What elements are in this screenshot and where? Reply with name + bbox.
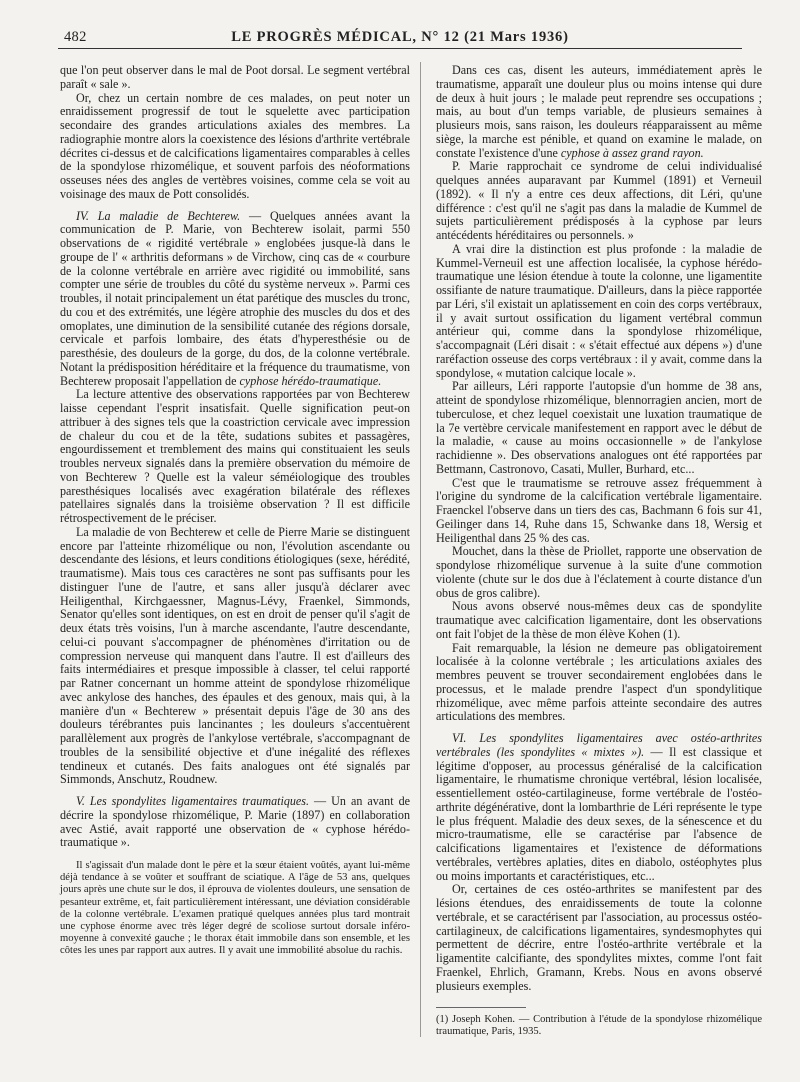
footnote-divider [436, 1007, 526, 1008]
paragraph: La maladie de von Bechterew et celle de Pierre Marie se distinguent encore par l'atteinte rhizomélique ou non, l'évolution ascendante ou descendante des lésions, et leurs conditions étiologiques (sexe, hérédité, traumatisme). Mais tous ces caractères ne sont pas suffisants pour les distinguer l'une de l'autre, et sans aller jusqu'à déclarer avec Heiligenthal, Kirchgaessner, Magnus-Lévy, Fraenkel, Simmonds, Senator qu'elles sont identiques, on est en droit de penser qu'il s'agit de deux états très voisins, l'un à marche ascendante, l'autre descendante, celui-ci pouvant s'accompagner de phénomènes d'irritation ou de compression nerveuse qui manquent dans l'autre. Il est d'ailleurs des faits intermédiaires et presque impossible à classer, tel celui rapporté par Ratner concernant un homme atteint de spondylose rhizomélique avec ankylose des hanches, des épaules et des genoux, mais qui, à la manière d'un « Bechterew » présentait depuis l'âge de 30 ans des douleurs térébrantes puis lancinantes ; les douleurs s'accentuèrent parallèlement aux progrès de l'ankylose vertébrale, s'accompagnant de troubles de la sensibilité objective et d'une inégalité des réflexes tendineux et cutanés. Des faits analogues ont été signalés par Simmonds, Anschutz, Roudnew. [60, 524, 410, 787]
section-heading: VI. Les spondylites ligamentaires avec ostéo-arthrites vertébrales (les spondylites « mixtes »). [436, 731, 762, 759]
paragraph: A vrai dire la distinction est plus profonde : la maladie de Kummel-Verneuil est une affection localisée, la cyphose hérédo-traumatique une lésion étendue à toute la colonne, une ligamentite ossifiante de nature traumatique. D'ailleurs, dans la pièce rapportée par Léri, s'il existait un aplatissement en coin des corps vertébraux, il y avait surtout ossification du ligament vertébral commun antérieur qui, comme dans la spondylose rhizomélique, s'accompagnait (Léri disait : « s'était effectué aux dépens ») d'une raréfaction osseuse des corps vertébraux : il y avait, comme dans la spondylose, « mutation calcique locale ». [436, 241, 762, 380]
right-column [436, 64, 762, 1038]
paragraph: Mouchet, dans la thèse de Priollet, rapporte une observation de spondylose rhizomélique survenue à la suite d'une commotion violente (chute sur le dos due à l'éclatement à courte distance d'un obus de gros calibre). [436, 544, 762, 600]
paragraph: C'est que le traumatisme se retrouve assez fréquemment à l'origine du syndrome de la calcification vertébrale ligamentaire. Fraenckel l'observe dans un tiers des cas, Bachmann 6 fois sur 41, Geilinger dans 14, Ruhe dans 15, Schwanke dans 18, Wersig et Heiligenthal dans 25 % des cas. [436, 475, 762, 545]
section-v: V. Les spondylites ligamentaires traumatiques. — Un an avant de décrire la spondylose rhizomélique, P. Marie (1897) en collaboration avec Astié, avait rapporté une observation de « cyphose hérédo-traumatique ». [60, 794, 411, 850]
left-column [60, 64, 410, 958]
section-heading: V. Les spondylites ligamentaires traumatiques. [76, 794, 310, 808]
section-heading: IV. La maladie de Bechterew. [76, 208, 241, 223]
column-divider [420, 62, 421, 1037]
paragraph: que l'on peut observer dans le mal de Poot dorsal. Le segment vertébral paraît « sale ». [60, 63, 410, 91]
paragraph: Dans ces cas, disent les auteurs, immédiatement après le traumatisme, apparaît une douleur plus ou moins intense qui dure de deux à huit jours ; le malade peut reprendre ses occupations ; mais, au bout d'un temps variable, de plusieurs semaines à plusieurs mois, sans raison, les douleurs réapparaissent au même siège, la marche est pénible, et quand on examine le malade, on constate l'existence d'une cyphose à assez grand rayon. [436, 63, 762, 160]
paragraph: Or, chez un certain nombre de ces malades, on peut noter un enraidissement progressif de tout le squelette avec participation secondaire des grandes articulations axiales des membres. La radiographie montre alors la coexistence des lésions d'arthrite vertébrale décrites ci-dessus et de calcifications ligamentaires comparables à celles de la spondylose rhizomélique, et souvent parfois des néoformations osseuses nées des angles de vertèbres voisines, comme cela se voit au voisinage des maux de Pott consolidés. [60, 90, 410, 201]
paragraph: Par ailleurs, Léri rapporte l'autopsie d'un homme de 38 ans, atteint de spondylose rhizomélique, blennorragien ancien, mort de tuberculose, et chez lequel coexistait une luxation traumatique de la 7e vertèbre cervicale manifestement en rapport avec le début de la maladie, « cause au moins occasionnelle » de l'ankylose rachidienne ». Des observations analogues ont été rapportées par Bettmann, Castronovo, Casati, Muller, Burhard, etc... [436, 379, 762, 476]
footnote: (1) Joseph Kohen. — Contribution à l'étude de la spondylose rhizomélique traumatique, Paris, 1935. [436, 1014, 762, 1038]
section-vi: VI. Les spondylites ligamentaires avec ostéo-arthrites vertébrales (les spondylites « mixtes »). — Il est classique et légitime d'opposer, au processus généralisé de la calcification ligamentaire, le rhumatisme chronique vertébral, lésion localisée, essentiellement ostéo-cartilagineuse, forme vertébrale de l'ostéo-arthrite dégénérative, dont la lombarthrie de Léri représente le type le plus fréquent. Maladie des deux sexes, de la sénescence et du micro-traumatisme, elle se caractérise par l'absence de calcifications ligamentaires et l'existence de déformations vertébrales, vertèbres aplaties, dites en diabolo, ostéophytes plus ou moins importants et caractéristiques, etc... [436, 731, 762, 883]
page-header [58, 26, 742, 49]
page-number: 482 [64, 29, 87, 45]
section-iv: IV. La maladie de Bechterew. — Quelques années avant la communication de P. Marie, von Bechterew isolait, parmi 550 observations de « rigidité vertébrale » englobées jusque-là dans le groupe de l' « arthritis deformans » de Virchow, cinq cas de « courbure de la colonne vertébrale en arrière avec rigidité ou immobilité, sans compter une série de troubles du côté du système nerveux ». Parmi ces troubles, il notait principalement un état parétique des muscles du tronc, du cou et des extrémités, une légère atrophie des muscles du dos et des omoplates, une diminution de la sensibilité cutanée des régions dorsale, cervicale et parfois lombaire, des états d'hyperesthésie ou de paresthésie, des douleurs de la gorge, du dos, de la colonne vertébrale. Notant la prédisposition héréditaire et la fréquence du traumatisme, von Bechterew proposait l'appellation de cyphose hérédo-traumatique. [60, 208, 410, 388]
term: cyphose à assez grand rayon. [560, 145, 704, 160]
case-report: Il s'agissait d'un malade dont le père et la sœur étaient voûtés, ayant lui-même déjà tendance à se voûter et souffrant de sciatique. A l'âge de 53 ans, quelques jours après une chute sur le dos, il éprouva de violentes douleurs, une sensation de pesanteur extrême, et, fait particulièrement intéressant, une déviation considérable de la colonne vertébrale. L'examen pratiqué quelques années plus tard montrait une cyphose énorme avec très léger degré de scoliose surtout dorsale inféro-moyenne à convexité gauche ; le thorax était immobile dans son ensemble, et les côtes les unes par rapport aux autres. Il y avait une immobilité absolue du rachis. [60, 860, 410, 957]
paragraph: P. Marie rapprochait ce syndrome de celui individualisé quelques années auparavant par Kummel (1891) et Verneuil (1892). « Il n'y a entre ces deux affections, dit Léri, qu'une différence : c'est qu'il ne s'agit pas dans la maladie de Kummel de sujets particulièrement prédisposés à la cyphose par leurs antécédents héréditaires ou personnels. » [436, 159, 762, 242]
paragraph: La lecture attentive des observations rapportées par von Bechterew laisse cependant l'esprit insatisfait. Quelle signification peut-on attribuer à des signes tels que la coastriction cervicale avec impression de chaleur du cou et de la tête, sudations subites et passagères, engourdissement et tremblement des mains qui constituaient les seuls troubles nerveux signalés dans la première observation du mémoire de von Bechterew ? Quelle est la valeur séméiologique des troubles paresthésiques localisés avec exagération bilatérale des réflexes patellaires signalés dans la troisième observation ? Il est difficile rétrospectivement de le préciser. [60, 387, 410, 525]
running-title: LE PROGRÈS MÉDICAL, N° 12 (21 Mars 1936) [231, 29, 569, 45]
paragraph: Fait remarquable, la lésion ne demeure pas obligatoirement localisée à la colonne vertébrale ; les articulations axiales des membres peuvent se trouver secondairement englobées dans le processus, et le malade prendre l'aspect d'un spondylitique rhizomélique, avec même parfois atteinte secondaire des autres articulations des membres. [436, 640, 762, 724]
term: cyphose hérédo-traumatique. [239, 373, 382, 388]
paragraph: Nous avons observé nous-mêmes deux cas de spondylite traumatique avec calcification ligamentaire, dont les observations ont fait l'objet de la thèse de mon élève Kohen (1). [436, 599, 762, 641]
paragraph: Or, certaines de ces ostéo-arthrites se manifestent par des lésions étendues, des enraidissements de toute la colonne vertébrale, et se caractérisent par l'association, au processus ostéo-cartilagineux, de calcifications ligamentaires, syndesmophytes qui permettent de décrire, entre l'ostéo-arthrite vertébrale et la ligamentite calcifiante, des spondylites mixtes, comme l'ont fait Fraenkel, Ehrlich, Gramann, Krebs. Nous en avons observé plusieurs exemples. [436, 882, 762, 993]
